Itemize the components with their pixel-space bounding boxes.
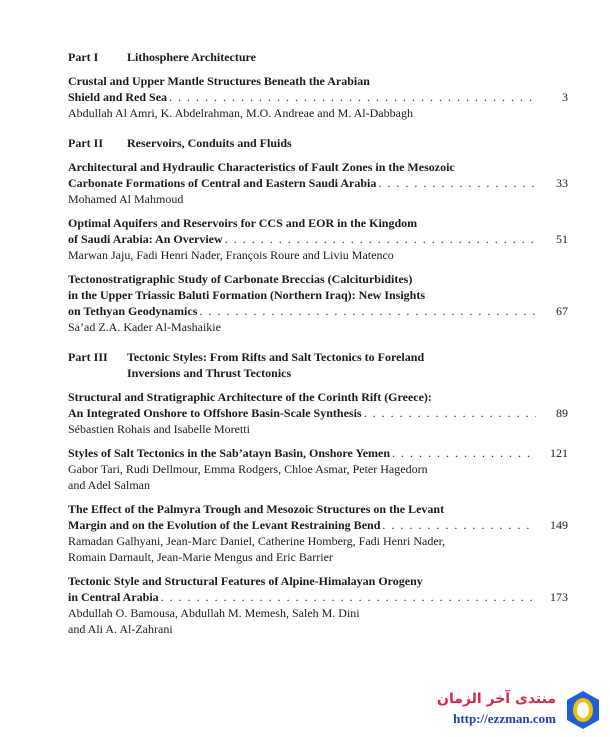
entry-authors: Sébastien Rohais and Isabelle Moretti [68, 422, 250, 436]
entry-title-line: Crustal and Upper Mantle Structures Beneath the Arabian [68, 74, 370, 88]
forum-logo-icon [564, 689, 602, 731]
dot-leader [392, 445, 536, 461]
entry-authors: Sa’ad Z.A. Kader Al-Mashaikie [68, 320, 221, 334]
part-number: Part III [68, 350, 108, 364]
part-title-continued: Inversions and Thrust Tectonics [127, 366, 292, 380]
entry-title-last-line: Carbonate Formations of Central and Eastern Saudi Arabia [68, 176, 377, 190]
toc-entry[interactable] [68, 573, 568, 637]
part-title: Lithosphere Architecture [127, 50, 256, 64]
dot-leader [364, 405, 536, 421]
entry-title-line: Structural and Stratigraphic Architecture of the Corinth Rift (Greece): [68, 390, 432, 404]
toc-entry[interactable] [68, 159, 568, 207]
entry-title-line: Architectural and Hydraulic Characteristics of Fault Zones in the Mesozoic [68, 160, 455, 174]
forum-watermark[interactable] [412, 689, 602, 731]
entry-authors: Abdullah Al Amri, K. Abdelrahman, M.O. Andreae and M. Al-Dabbagh [68, 106, 413, 120]
toc-entry[interactable] [68, 73, 568, 121]
watermark-url-link[interactable]: http://ezzman.com [453, 711, 556, 726]
entry-title-last-line: on Tethyan Geodynamics [68, 304, 198, 318]
entry-authors-continued: Romain Darnault, Jean-Marie Mengus and Eric Barrier [68, 550, 333, 564]
dot-leader [378, 175, 536, 191]
entry-title-line: Optimal Aquifers and Reservoirs for CCS and EOR in the Kingdom [68, 216, 418, 230]
entry-authors: Abdullah O. Bamousa, Abdullah M. Memesh, Saleh M. Dini [68, 606, 360, 620]
watermark-arabic-text: منتدى آخر الزمان [437, 691, 556, 707]
page-number: 89 [556, 406, 568, 420]
toc-entry[interactable] [68, 389, 568, 437]
dot-leader [382, 517, 536, 533]
entry-authors: Marwan Jaju, Fadi Henri Nader, François Roure and Liviu Matenco [68, 248, 394, 262]
entry-title-line: Tectonostratigraphic Study of Carbonate Breccias (Calciturbidites) [68, 272, 413, 286]
entry-title-line: The Effect of the Palmyra Trough and Mesozoic Structures on the Levant [68, 502, 445, 516]
page-number: 33 [556, 176, 568, 190]
entry-title-last-line: in Central Arabia [68, 590, 159, 604]
toc-entry[interactable] [68, 215, 568, 263]
entry-title-last-line: Styles of Salt Tectonics in the Sab’atayn Basin, Onshore Yemen [68, 446, 391, 460]
page-number: 51 [556, 232, 568, 246]
part-title: Tectonic Styles: From Rifts and Salt Tectonics to Foreland [127, 350, 425, 364]
entry-authors-continued: and Ali A. Al-Zahrani [68, 622, 173, 636]
dot-leader [199, 303, 536, 319]
entry-title-last-line: of Saudi Arabia: An Overview [68, 232, 223, 246]
part-heading [68, 349, 568, 381]
page-number: 67 [556, 304, 568, 318]
entry-title-line: in the Upper Triassic Baluti Formation (Northern Iraq): New Insights [68, 288, 425, 302]
table-of-contents [68, 49, 568, 637]
part-number: Part I [68, 50, 99, 64]
dot-leader [161, 589, 536, 605]
toc-entry[interactable] [68, 445, 568, 493]
entry-title-last-line: Shield and Red Sea [68, 90, 168, 104]
entry-authors-continued: and Adel Salman [68, 478, 150, 492]
entry-authors: Ramadan Galhyani, Jean-Marc Daniel, Catherine Homberg, Fadi Henri Nader, [68, 534, 446, 548]
dot-leader [225, 231, 536, 247]
toc-entry[interactable] [68, 501, 568, 565]
dot-leader [169, 89, 536, 105]
page-number: 149 [550, 518, 568, 532]
part-heading [68, 135, 568, 151]
page-number: 173 [550, 590, 568, 604]
page-number: 3 [562, 90, 568, 104]
part-heading [68, 49, 568, 65]
toc-entry[interactable] [68, 271, 568, 335]
part-title: Reservoirs, Conduits and Fluids [127, 136, 292, 150]
page-number: 121 [550, 446, 568, 460]
entry-title-last-line: Margin and on the Evolution of the Levant Restraining Bend [68, 518, 381, 532]
entry-authors: Gabor Tari, Rudi Dellmour, Emma Rodgers, Chloe Asmar, Peter Hagedorn [68, 462, 428, 476]
entry-authors: Mohamed Al Mahmoud [68, 192, 184, 206]
part-number: Part II [68, 136, 103, 150]
entry-title-line: Tectonic Style and Structural Features of Alpine-Himalayan Orogeny [68, 574, 423, 588]
entry-title-last-line: An Integrated Onshore to Offshore Basin-Scale Synthesis [68, 406, 362, 420]
